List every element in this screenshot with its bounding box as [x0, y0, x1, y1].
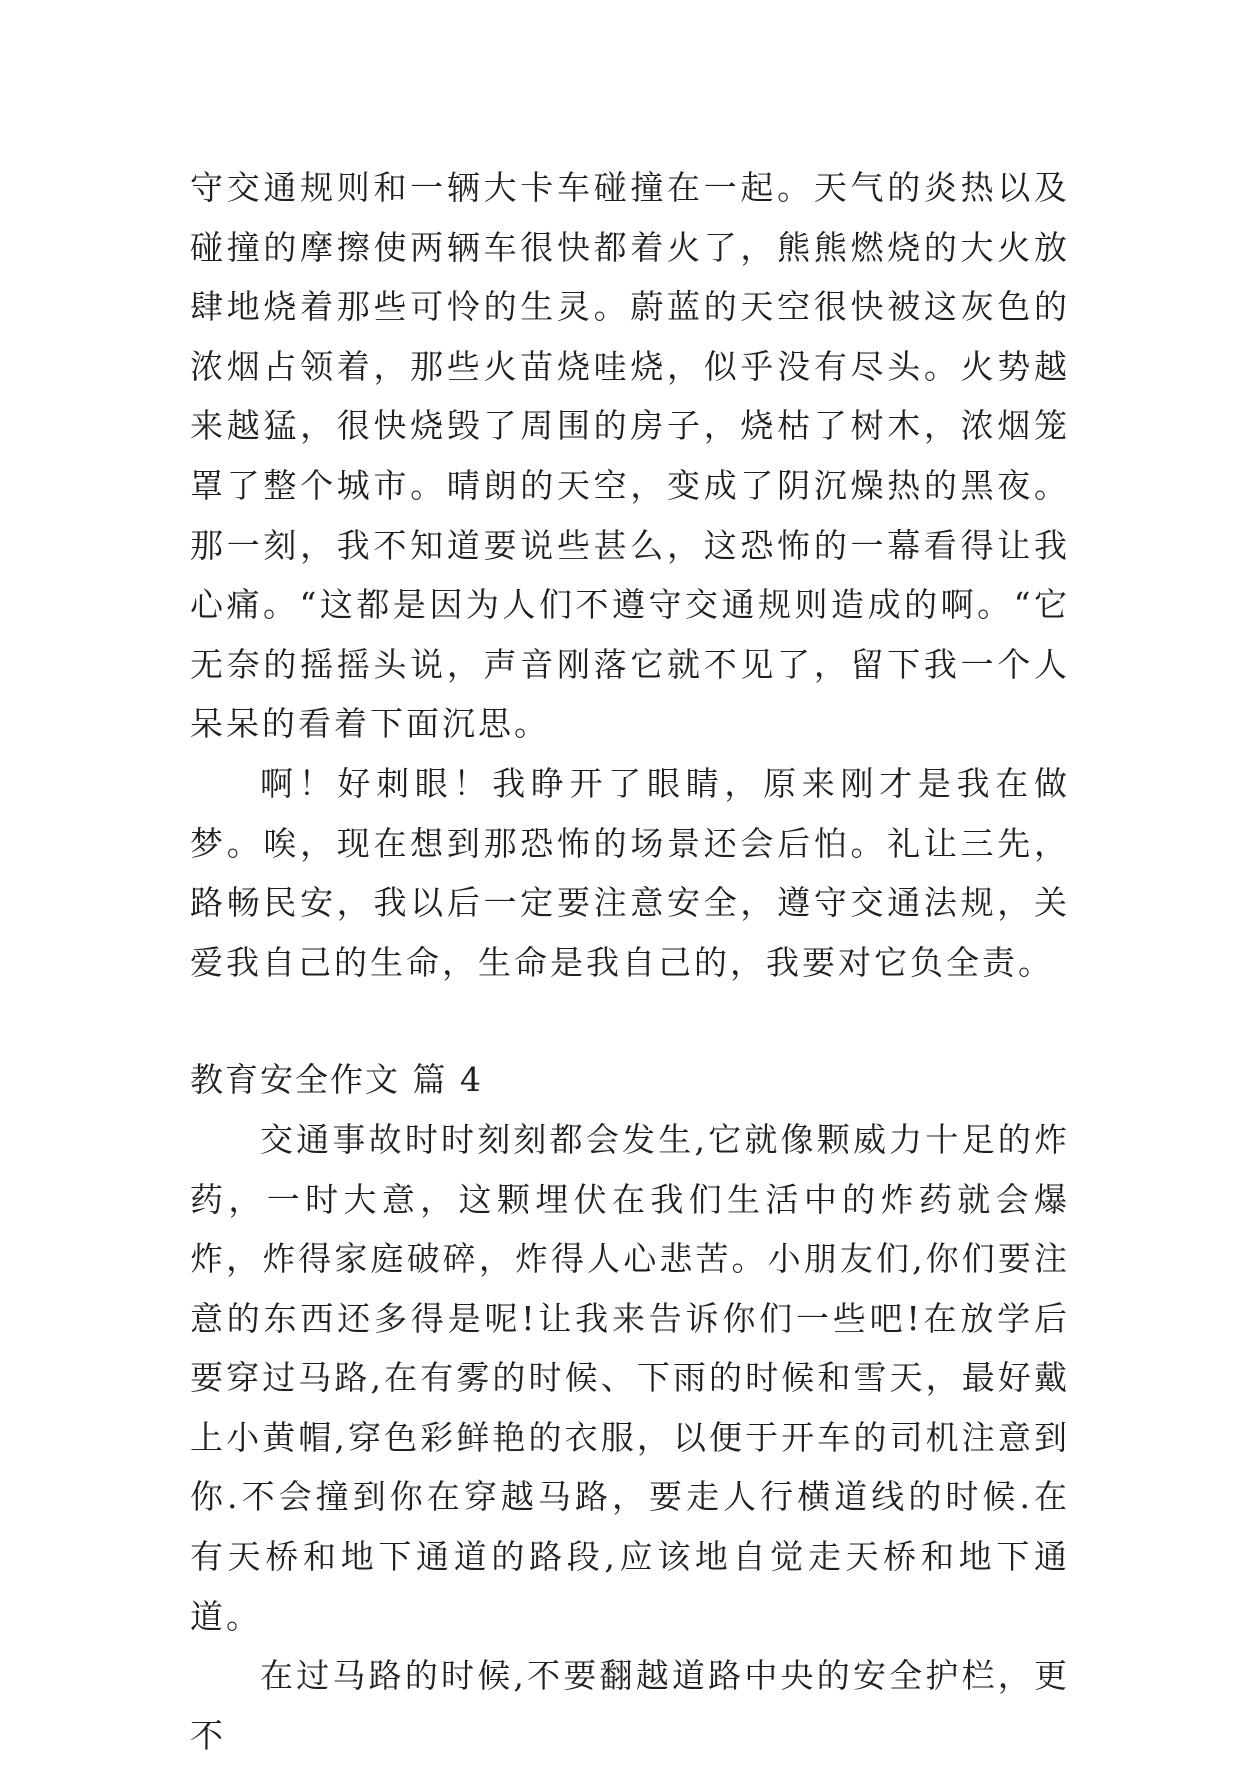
paragraph-traffic-accidents: 交通事故时时刻刻都会发生,它就像颗威力十足的炸药，一时大意，这颗埋伏在我们生活中的炸药就会爆炸，炸得家庭破碎，炸得人心悲苦。小朋友们,你们要注意的东西还多得是呢!让我来告诉你们一些吧!在放学后要穿过马路,在有雾的时候、下雨的时候和雪天，最好戴上小黄帽,穿色彩鲜艳的衣服，以便于开车的司机注意到你.不会撞到你在穿越马路，要走人行横道线的时候.在有天桥和地下通道的路段,应该地自觉走天桥和地下通道。	[190, 1119, 1070, 1636]
section-title: 教育安全作文 篇 4	[190, 1060, 483, 1100]
paragraph-dream-awake: 啊！好刺眼！我睁开了眼睛，原来刚才是我在做梦。唉，现在想到那恐怖的场景还会后怕。礼让三先，路畅民安，我以后一定要注意安全，遵守交通法规，关爱我自己的生命，生命是我自己的，我要对它负全责。	[190, 763, 1070, 982]
paragraph-continued: 守交通规则和一辆大卡车碰撞在一起。天气的炎热以及碰撞的摩擦使两辆车很快都着火了，熊熊燃烧的大火放肆地烧着那些可怜的生灵。蔚蓝的天空很快被这灰色的浓烟占领着，那些火苗烧哇烧，似乎没有尽头。火势越来越猛，很快烧毁了周围的房子，烧枯了树木，浓烟笼罩了整个城市。晴朗的天空，变成了阴沉燥热的黑夜。那一刻，我不知道要说些甚么，这恐怖的一幕看得让我心痛。“这都是因为人们不遵守交通规则造成的啊。“它无奈的摇摇头说，声音刚落它就不见了，留下我一个人呆呆的看着下面沉思。	[190, 168, 1070, 744]
document-body	[190, 158, 1070, 1765]
paragraph-crossing-road: 在过马路的时候,不要翻越道路中央的安全护栏，更不	[190, 1656, 1070, 1755]
